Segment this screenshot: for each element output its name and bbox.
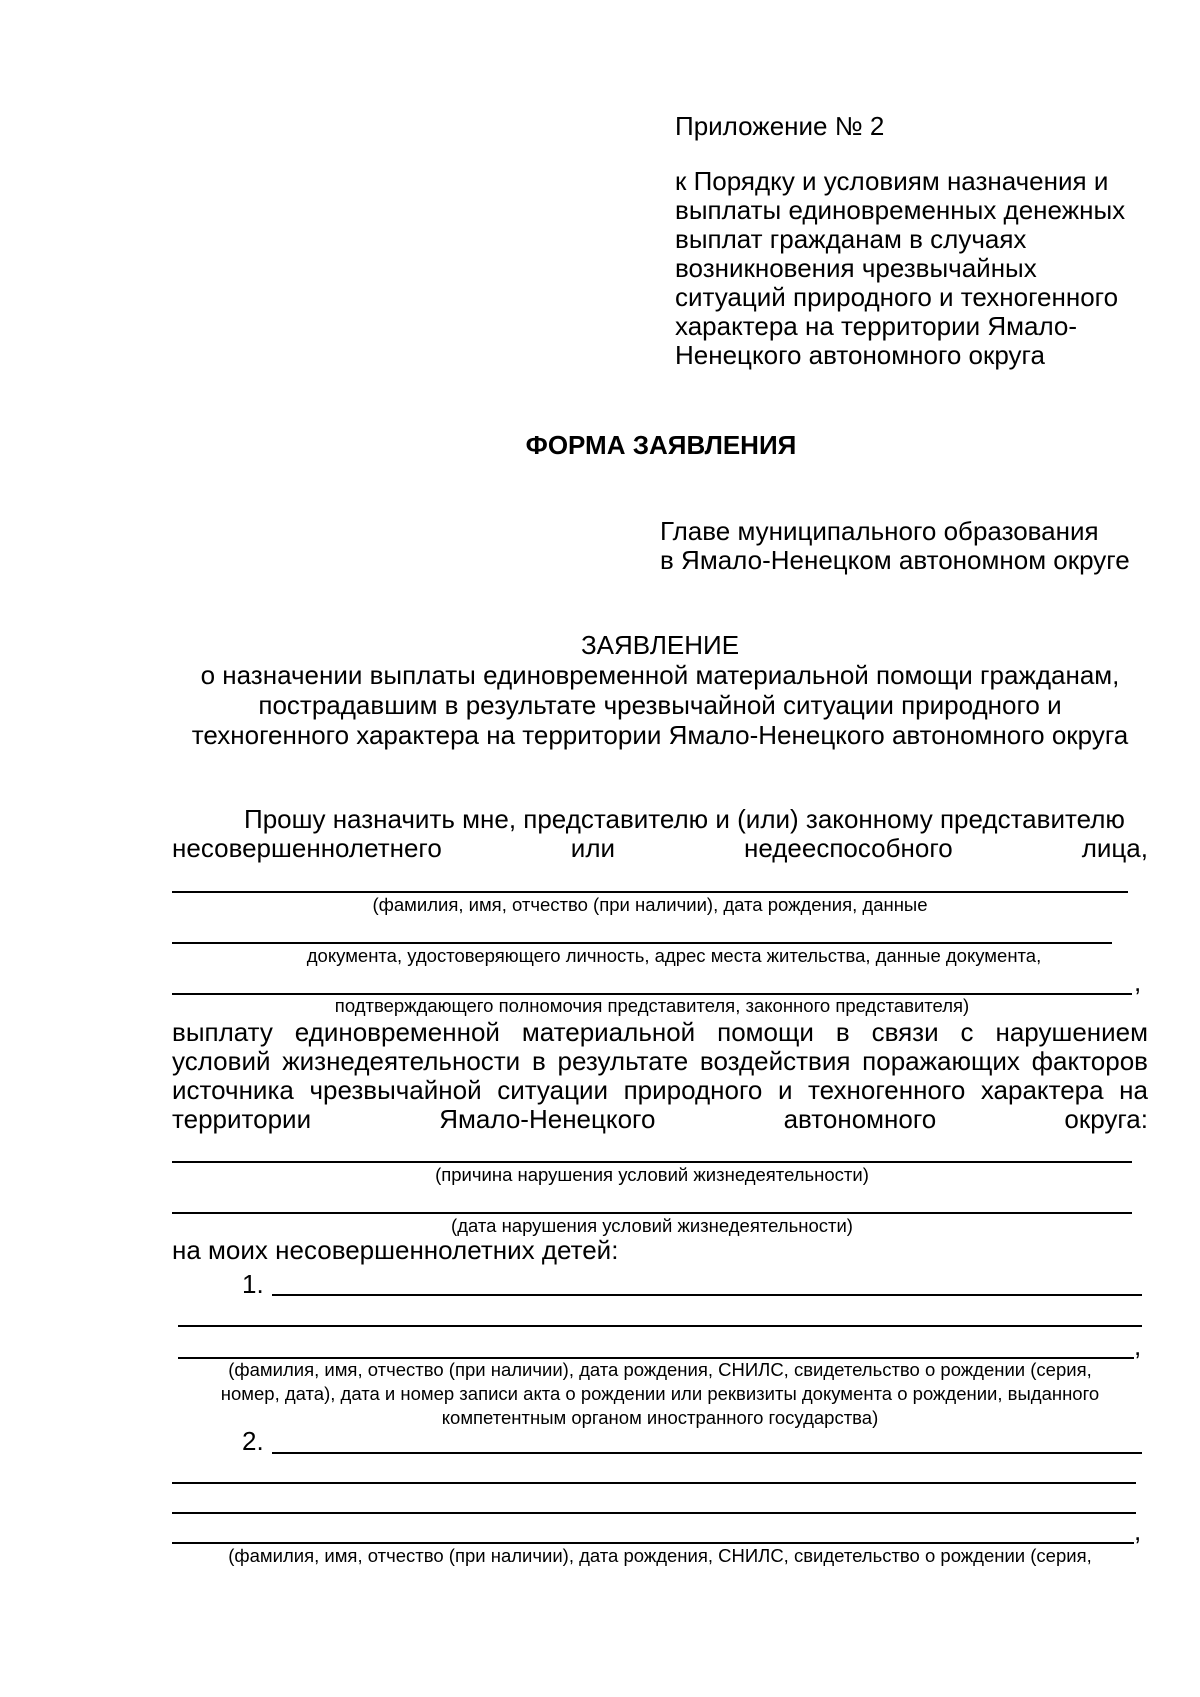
caption-line: компетентным органом иностранного государства) (441, 1407, 879, 1428)
word: лица, (1081, 833, 1148, 863)
word: помощи (717, 1017, 814, 1047)
word: чрезвычайной (309, 1075, 482, 1105)
caption-line: номер, дата), дата и номер записи акта о рождении или реквизиты документа о рождении, выданного (220, 1383, 1100, 1404)
caption-applicant-1: (фамилия, имя, отчество (при наличии), дата рождения, данные (372, 894, 928, 915)
word: поражающих (862, 1046, 1020, 1076)
caption-applicant-3: подтверждающего полномочия представителя, законного представителя) (334, 995, 970, 1016)
word: выплату (172, 1017, 273, 1047)
child-1-details-field[interactable] (178, 1325, 1142, 1327)
word: результате (557, 1046, 689, 1076)
paragraph-line (172, 1018, 1148, 1047)
statement-heading (150, 630, 1170, 750)
caption-reason: (причина нарушения условий жизнедеятельности) (435, 1164, 869, 1185)
child-2-name-field[interactable] (272, 1452, 1142, 1454)
word: территории (172, 1104, 312, 1134)
child-1-name-field[interactable] (272, 1294, 1142, 1296)
word: источника (172, 1075, 294, 1105)
addressee-line: Главе муниципального образования (660, 516, 1099, 546)
child-1-number: 1. (242, 1269, 264, 1299)
appendix-line: выплаты единовременных денежных (675, 195, 1126, 225)
word: характера (980, 1075, 1104, 1105)
appendix-line: к Порядку и условиям назначения и (675, 166, 1109, 196)
word: в (835, 1017, 850, 1047)
statement-line: пострадавшим в результате чрезвычайной ситуации природного и (258, 690, 1062, 720)
word: воздействия (699, 1046, 851, 1076)
word: ситуации (497, 1075, 609, 1105)
request-line-2 (172, 834, 1148, 863)
addressee-block (660, 517, 1130, 575)
word: несовершеннолетнего (172, 833, 442, 863)
child-2-details-field[interactable] (172, 1482, 1136, 1484)
word: материальной (521, 1017, 696, 1047)
word: факторов (1031, 1046, 1148, 1076)
appendix-line: возникновения чрезвычайных (675, 253, 1037, 283)
word: жизнедеятельности (282, 1046, 521, 1076)
word: условий (172, 1046, 271, 1076)
payment-paragraph (172, 1018, 1148, 1134)
appendix-line: ситуаций природного и техногенного (675, 282, 1119, 312)
form-title: ФОРМА ЗАЯВЛЕНИЯ (525, 430, 797, 460)
statement-line: техногенного характера на территории Ямало-Ненецкого автономного округа (191, 720, 1129, 750)
appendix-line: Ненецкого автономного округа (675, 340, 1045, 370)
caption-line: (фамилия, имя, отчество (при наличии), дата рождения, СНИЛС, свидетельство о рождении (серия, (228, 1359, 1092, 1380)
child-2-number: 2. (242, 1426, 264, 1456)
word: автономного (783, 1104, 937, 1134)
word: техногенного (808, 1075, 966, 1105)
appendix-line: выплат гражданам в случаях (675, 224, 1027, 254)
paragraph-line (172, 1076, 1148, 1105)
addressee-line: в Ямало-Ненецком автономном округе (660, 545, 1130, 575)
word: природного (623, 1075, 763, 1105)
paragraph-line (172, 1105, 1148, 1134)
statement-title: ЗАЯВЛЕНИЕ (580, 630, 740, 660)
comma: , (1134, 967, 1142, 997)
word: связи (871, 1017, 939, 1047)
comma: , (1134, 1516, 1142, 1546)
request-line-1: Прошу назначить мне, представителю и (или) законному представителю (244, 804, 1125, 834)
caption-date: (дата нарушения условий жизнедеятельности) (451, 1215, 853, 1236)
appendix-line: характера на территории Ямало- (675, 311, 1078, 341)
caption-applicant-2: документа, удостоверяющего личность, адрес места жительства, данные документа, (306, 945, 1042, 966)
word: нарушением (995, 1017, 1148, 1047)
word: с (960, 1017, 974, 1047)
caption-child-2: (фамилия, имя, отчество (при наличии), дата рождения, СНИЛС, свидетельство о рождении (серия, (228, 1545, 1092, 1566)
word: недееспособного (744, 833, 953, 863)
word: округа: (1064, 1104, 1148, 1134)
caption-child-1 (172, 1358, 1148, 1430)
appendix-block (675, 112, 1145, 370)
paragraph-line (172, 1047, 1148, 1076)
word: на (1119, 1075, 1148, 1105)
comma: , (1134, 1331, 1142, 1361)
word: и (777, 1075, 793, 1105)
child-2-details-field-2[interactable] (172, 1512, 1136, 1514)
statement-line: о назначении выплаты единовременной материальной помощи гражданам, (200, 660, 1120, 690)
word: или (570, 833, 616, 863)
appendix-title: Приложение № 2 (675, 111, 885, 141)
word: единовременной (294, 1017, 500, 1047)
children-label: на моих несовершеннолетних детей: (172, 1235, 619, 1265)
word: Ямало-Ненецкого (439, 1104, 656, 1134)
word: в (531, 1046, 546, 1076)
